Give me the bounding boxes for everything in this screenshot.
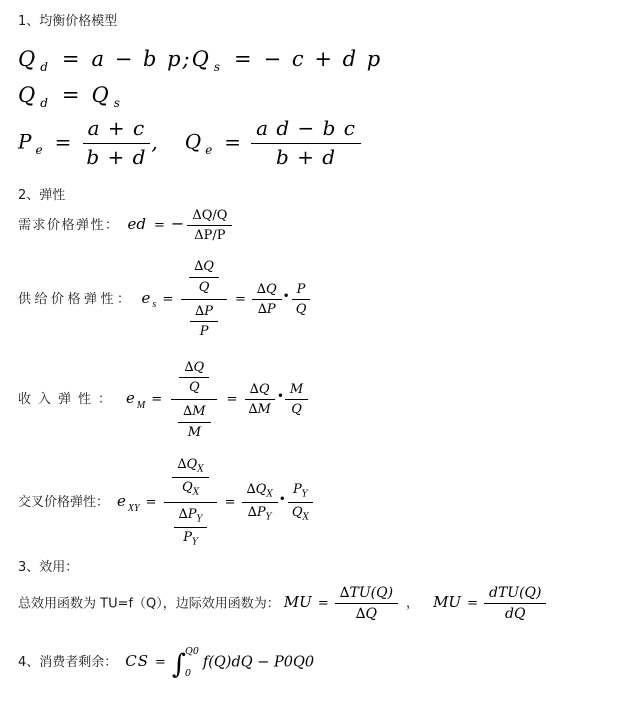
marginal-utility-symbol: MU	[283, 593, 312, 612]
fraction-denominator: $\Delta P_Y$	[247, 505, 272, 523]
utility-text: 总效用函数为 TU=f（Q），边际效用函数为：	[18, 596, 280, 612]
marginal-utility-symbol: MU	[433, 593, 462, 612]
equals-sign: =	[154, 218, 165, 234]
minus-sign: −	[170, 214, 185, 234]
math-sub: XY	[127, 502, 140, 514]
formula-label: 收入弹性：	[18, 392, 119, 408]
fraction	[174, 507, 208, 548]
fraction-denominator: ∆Q	[355, 606, 378, 623]
fraction	[178, 404, 210, 440]
comma: ,	[151, 129, 159, 154]
fraction-numerator: ∆Q	[245, 382, 275, 400]
math-sub: e	[35, 142, 44, 157]
integral-lower-limit: 0	[185, 668, 192, 680]
supply-price-elasticity-row	[18, 258, 624, 340]
integral-icon: ∫	[171, 649, 187, 681]
fraction-denominator: Q	[198, 279, 210, 295]
nested-fraction-denominator	[170, 400, 218, 441]
fraction-numerator: a d − b c	[251, 117, 361, 144]
multiplication-dot: •	[278, 492, 286, 507]
fraction-denominator: dQ	[505, 606, 526, 623]
equals-sign: =	[151, 392, 163, 408]
fraction-denominator: $P_Y$	[183, 530, 198, 549]
fraction	[287, 482, 314, 523]
fraction-numerator: P	[292, 282, 311, 300]
fraction-numerator: M	[285, 382, 308, 400]
formula-label: 供给价格弹性：	[18, 292, 134, 308]
section1-heading: 1、均衡价格模型	[18, 14, 118, 29]
equals-sign: =	[145, 495, 157, 511]
fraction	[291, 282, 312, 318]
fraction	[252, 282, 282, 318]
cross-price-elasticity-row	[18, 456, 624, 550]
fraction-numerator: $P_Y$	[288, 482, 313, 503]
fraction-denominator: ΔP/P	[194, 227, 226, 243]
math-sub: Y	[265, 512, 272, 523]
fraction-numerator: $\Delta Q_X$	[172, 457, 208, 478]
integral-upper-limit: Q0	[185, 645, 199, 657]
math-sub: d	[40, 96, 50, 111]
equilibrium-condition-formula	[18, 83, 624, 110]
fraction-numerator: ΔQ/Q	[187, 208, 232, 226]
integral-limits	[185, 647, 199, 679]
income-elasticity-row	[18, 359, 624, 441]
nested-fraction-denominator	[182, 300, 226, 341]
fraction-denominator: Q	[291, 402, 302, 418]
fraction-numerator: ∆Q	[179, 360, 209, 378]
elasticity-symbol: e	[126, 389, 135, 408]
multiplication-dot: •	[276, 389, 284, 404]
math-sub: X	[197, 464, 204, 475]
fraction-numerator: $\Delta Q_X$	[242, 482, 278, 503]
fraction-numerator: ∆Q	[189, 259, 219, 277]
fraction-numerator: dTU(Q)	[484, 585, 547, 605]
demand-supply-formula	[18, 47, 624, 74]
fraction-numerator: ∆P	[190, 304, 218, 322]
equals-sign: =	[234, 47, 254, 71]
section3-heading: 3、效用：	[18, 559, 79, 575]
math-var: Q	[18, 47, 38, 71]
math-var: Q	[184, 129, 203, 154]
nested-fraction-numerator	[181, 258, 227, 300]
nested-fraction	[181, 258, 227, 340]
math-var: P	[18, 129, 33, 154]
fraction	[189, 259, 219, 295]
math-sub: M	[136, 399, 146, 411]
fraction-denominator: $Q_X$	[182, 480, 200, 498]
fraction-numerator: ∆M	[178, 404, 210, 422]
fraction-denominator: Q	[189, 379, 200, 395]
comma: ，	[406, 596, 420, 612]
fraction-denominator: P	[199, 324, 209, 340]
nested-fraction-numerator	[164, 456, 216, 503]
fraction-denominator: M	[187, 424, 201, 440]
formula-label: 需求价格弹性：	[18, 218, 120, 234]
equals-sign: =	[54, 129, 73, 154]
nested-fraction	[164, 456, 216, 550]
equals-sign: =	[467, 596, 478, 612]
fraction-denominator: b + d	[275, 144, 337, 169]
fraction	[242, 482, 278, 523]
math-expr: a − b p	[91, 47, 183, 71]
integral-body: f(Q)dQ − P0Q0	[202, 654, 315, 671]
fraction	[179, 360, 209, 396]
consumer-surplus-row	[18, 647, 624, 679]
utility-functions-row	[18, 585, 624, 623]
math-var: Q	[18, 83, 38, 108]
fraction-numerator: ∆TU(Q)	[335, 585, 398, 605]
fraction	[243, 382, 275, 418]
math-sub: X	[192, 487, 200, 498]
multiplication-dot: •	[282, 289, 290, 304]
formula-label: 4、消费者剩余：	[18, 655, 118, 671]
math-expr: − c + d p	[263, 47, 383, 71]
fraction	[187, 208, 232, 244]
semicolon: ;	[182, 47, 192, 71]
fraction-denominator: ∆P	[257, 301, 276, 317]
fraction	[251, 117, 361, 169]
elasticity-symbol: ed	[127, 215, 146, 234]
fraction-denominator: $Q_X$	[291, 505, 309, 523]
math-sub: s	[152, 299, 157, 311]
formula-label: 交叉价格弹性：	[18, 495, 110, 511]
fraction	[172, 457, 208, 498]
math-var: Q	[191, 47, 211, 71]
math-sub: Y	[196, 514, 203, 525]
math-sub: s	[113, 96, 122, 111]
equals-sign: =	[224, 495, 236, 511]
fraction-numerator: a + c	[83, 117, 151, 144]
fraction	[335, 585, 398, 623]
nested-fraction-numerator	[171, 359, 217, 401]
nested-fraction-denominator	[166, 503, 216, 549]
math-sub: X	[266, 489, 273, 500]
math-sub: X	[302, 512, 309, 523]
equals-sign: =	[61, 83, 82, 108]
fraction-denominator: b + d	[86, 144, 147, 169]
elasticity-symbol: e	[141, 289, 151, 308]
math-sub: Y	[191, 538, 198, 549]
fraction	[190, 304, 218, 340]
equals-sign: =	[234, 292, 246, 308]
equals-sign: =	[155, 655, 166, 671]
math-sub: e	[205, 142, 214, 157]
fraction-numerator: $\Delta P_Y$	[174, 507, 208, 528]
fraction-denominator: Q	[295, 301, 307, 317]
nested-fraction	[170, 359, 218, 441]
math-sub: Y	[301, 489, 308, 500]
section2-heading: 2、弹性	[18, 187, 66, 203]
consumer-surplus-symbol: CS	[125, 652, 150, 671]
equals-sign: =	[226, 392, 238, 408]
math-sub: s	[213, 60, 223, 75]
fraction-denominator: ∆M	[248, 402, 271, 418]
math-sub: d	[40, 60, 50, 75]
demand-price-elasticity-row	[18, 208, 624, 244]
equals-sign: =	[162, 292, 174, 308]
fraction	[81, 117, 151, 169]
math-var: Q	[91, 83, 111, 108]
equals-sign: =	[61, 47, 82, 71]
equals-sign: =	[224, 129, 243, 154]
fraction-numerator: ∆Q	[252, 282, 282, 300]
equals-sign: =	[317, 596, 329, 612]
fraction	[285, 382, 308, 418]
fraction	[484, 585, 547, 623]
elasticity-symbol: e	[117, 492, 126, 511]
equilibrium-solution-formula	[18, 117, 624, 169]
